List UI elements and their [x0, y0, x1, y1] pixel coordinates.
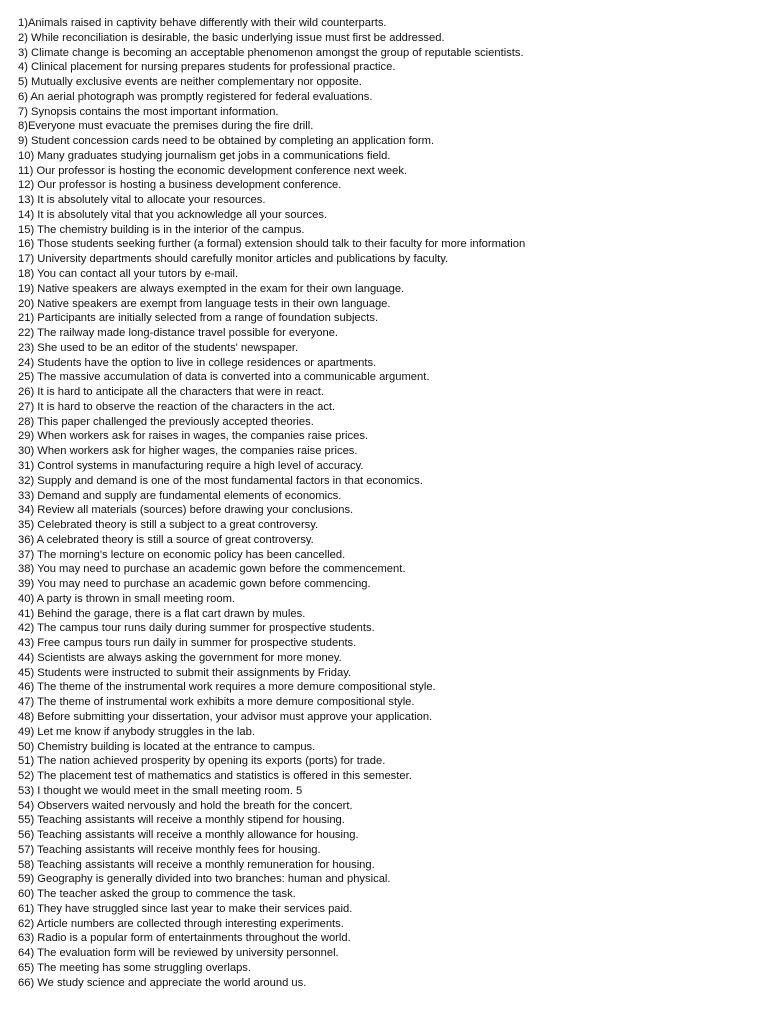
sentence-line: 43) Free campus tours run daily in summer for prospective students.: [18, 637, 357, 650]
sentence-line: 55) Teaching assistants will receive a monthly stipend for housing.: [18, 814, 345, 827]
sentence-line: 28) This paper challenged the previously accepted theories.: [18, 415, 314, 428]
sentence-line: 57) Teaching assistants will receive monthly fees for housing.: [18, 843, 321, 856]
sentence-line: 8)Everyone must evacuate the premises during the fire drill.: [18, 120, 314, 133]
sentence-line: 40) A party is thrown in small meeting room.: [18, 592, 236, 605]
sentence-line: 46) The theme of the instrumental work requires a more demure compositional style.: [18, 681, 436, 694]
sentence-line: 14) It is absolutely vital that you acknowledge all your sources.: [18, 208, 328, 221]
sentence-line: 19) Native speakers are always exempted in the exam for their own language.: [18, 282, 405, 295]
sentence-line: 44) Scientists are always asking the government for more money.: [18, 651, 342, 664]
sentence-line: 2) While reconciliation is desirable, the basic underlying issue must first be addressed.: [18, 31, 445, 44]
sentence-line: 4) Clinical placement for nursing prepares students for professional practice.: [18, 61, 396, 74]
sentence-line: 20) Native speakers are exempt from language tests in their own language.: [18, 297, 391, 310]
sentence-line: 5) Mutually exclusive events are neither complementary nor opposite.: [18, 76, 362, 89]
document-page: [18, 16, 758, 991]
sentence-line: 3) Climate change is becoming an acceptable phenomenon amongst the group of reputable scientists.: [18, 46, 524, 59]
sentence-line: 24) Students have the option to live in college residences or apartments.: [18, 356, 377, 369]
sentence-line: 33) Demand and supply are fundamental elements of economics.: [18, 489, 342, 502]
sentence-line: 18) You can contact all your tutors by e-mail.: [18, 268, 239, 281]
sentence-line: 42) The campus tour runs daily during summer for prospective students.: [18, 622, 375, 635]
sentence-line: 52) The placement test of mathematics and statistics is offered in this semester.: [18, 770, 412, 783]
sentence-line: 30) When workers ask for higher wages, the companies raise prices.: [18, 445, 358, 458]
sentence-line: 12) Our professor is hosting a business development conference.: [18, 179, 342, 192]
sentence-line: 48) Before submitting your dissertation, your advisor must approve your application.: [18, 710, 433, 723]
sentence-line: 37) The morning's lecture on economic policy has been cancelled.: [18, 548, 346, 561]
sentence-line: 41) Behind the garage, there is a flat cart drawn by mules.: [18, 607, 306, 620]
sentence-line: 1)Animals raised in captivity behave differently with their wild counterparts.: [18, 17, 387, 29]
sentence-line: 38) You may need to purchase an academic gown before the commencement.: [18, 563, 406, 576]
sentence-line: 63) Radio is a popular form of entertainments throughout the world.: [18, 932, 351, 945]
sentence-line: 58) Teaching assistants will receive a monthly remuneration for housing.: [18, 858, 375, 871]
sentence-line: 60) The teacher asked the group to commence the task.: [18, 888, 296, 901]
sentence-line: 54) Observers waited nervously and hold the breath for the concert.: [18, 799, 353, 812]
sentence-line: 25) The massive accumulation of data is converted into a communicable argument.: [18, 371, 430, 384]
sentence-line: 35) Celebrated theory is still a subject to a great controversy.: [18, 519, 319, 532]
sentence-line: 23) She used to be an editor of the students' newspaper.: [18, 341, 299, 354]
sentence-line: 11) Our professor is hosting the economic development conference next week.: [18, 164, 408, 177]
sentence-line: 66) We study science and appreciate the world around us.: [18, 976, 307, 989]
sentence-line: 32) Supply and demand is one of the most fundamental factors in that economics.: [18, 474, 423, 487]
sentence-line: 36) A celebrated theory is still a source of great controversy.: [18, 533, 314, 546]
sentence-line: 13) It is absolutely vital to allocate your resources.: [18, 194, 266, 207]
sentence-line: 59) Geography is generally divided into two branches: human and physical.: [18, 873, 391, 886]
sentence-line: 17) University departments should carefully monitor articles and publications by faculty.: [18, 253, 449, 266]
sentence-line: 22) The railway made long-distance travel possible for everyone.: [18, 327, 339, 340]
sentence-line: 31) Control systems in manufacturing require a high level of accuracy.: [18, 459, 364, 472]
sentence-line: 34) Review all materials (sources) before drawing your conclusions.: [18, 504, 354, 517]
sentence-line: 49) Let me know if anybody struggles in the lab.: [18, 725, 255, 738]
sentence-line: 50) Chemistry building is located at the entrance to campus.: [18, 740, 316, 753]
sentence-list: [18, 16, 758, 991]
sentence-line: 39) You may need to purchase an academic gown before commencing.: [18, 578, 371, 591]
sentence-line: 26) It is hard to anticipate all the characters that were in react.: [18, 386, 324, 399]
sentence-line: 6) An aerial photograph was promptly registered for federal evaluations.: [18, 90, 373, 103]
sentence-line: 16) Those students seeking further (a formal) extension should talk to their faculty for more information: [18, 238, 526, 251]
sentence-line: 62) Article numbers are collected through interesting experiments.: [18, 917, 344, 930]
sentence-line: 45) Students were instructed to submit their assignments by Friday.: [18, 666, 352, 679]
sentence-line: 27) It is hard to observe the reaction of the characters in the act.: [18, 400, 336, 413]
sentence-line: 61) They have struggled since last year to make their services paid.: [18, 902, 353, 915]
sentence-line: 47) The theme of instrumental work exhibits a more demure compositional style.: [18, 696, 415, 709]
sentence-line: 56) Teaching assistants will receive a monthly allowance for housing.: [18, 829, 359, 842]
sentence-line: 21) Participants are initially selected from a range of foundation subjects.: [18, 312, 379, 325]
sentence-line: 10) Many graduates studying journalism get jobs in a communications field.: [18, 149, 391, 162]
sentence-line: 64) The evaluation form will be reviewed by university personnel.: [18, 947, 339, 960]
sentence-line: 53) I thought we would meet in the small meeting room. 5: [18, 784, 303, 797]
sentence-line: 51) The nation achieved prosperity by opening its exports (ports) for trade.: [18, 755, 386, 768]
sentence-line: 15) The chemistry building is in the interior of the campus.: [18, 223, 305, 236]
sentence-line: 65) The meeting has some struggling overlaps.: [18, 962, 251, 974]
sentence-line: 7) Synopsis contains the most important information.: [18, 105, 279, 118]
sentence-line: 29) When workers ask for raises in wages, the companies raise prices.: [18, 430, 369, 443]
sentence-line: 9) Student concession cards need to be obtained by completing an application form.: [18, 135, 435, 148]
